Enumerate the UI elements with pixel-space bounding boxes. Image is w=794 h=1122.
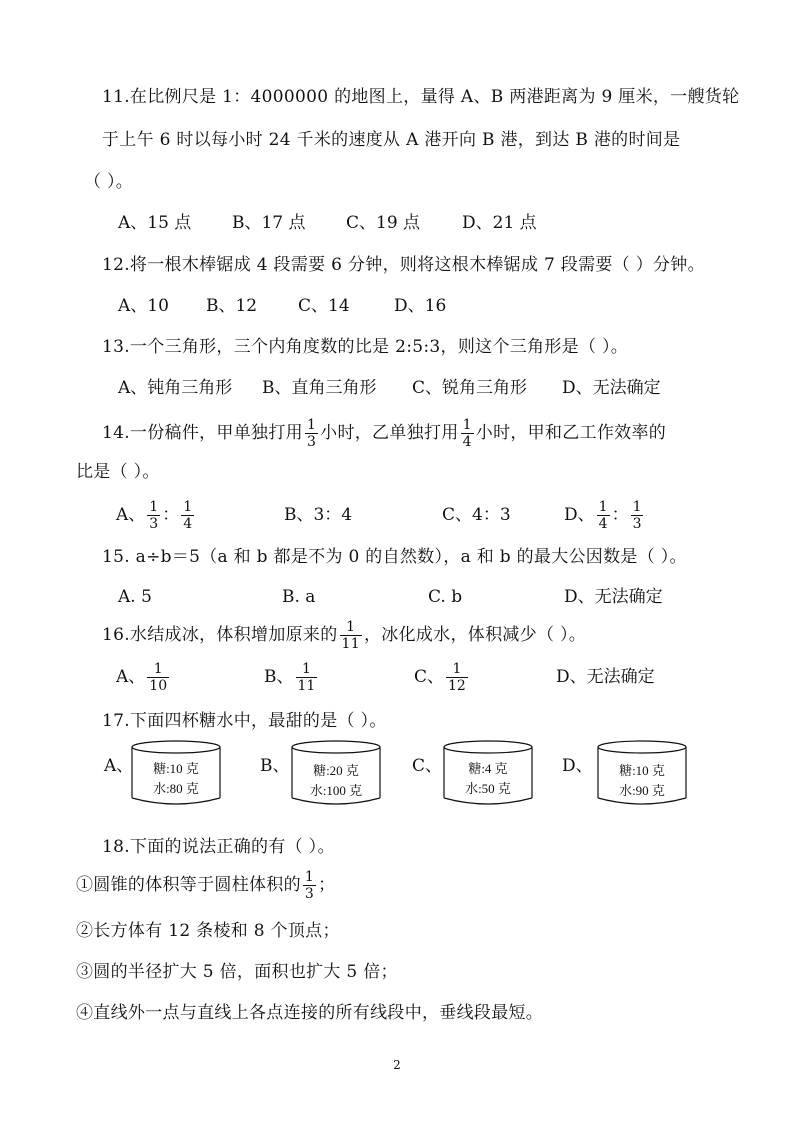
q13-option-c: C、锐角三角形 bbox=[412, 378, 528, 398]
q14-text-part1: 14.一份稿件，甲单独打用 bbox=[102, 423, 303, 443]
q11-option-d: D、21 点 bbox=[462, 213, 537, 233]
q18-statement-1 bbox=[76, 868, 335, 902]
q12-option-a: A、10 bbox=[118, 296, 169, 316]
q14-option-d-sep: ： bbox=[611, 505, 629, 525]
q18-statement-4: ④直线外一点与直线上各点连接的所有线段中，垂线段最短。 bbox=[76, 1003, 544, 1023]
q17-cup-d-water: 水:90 克 bbox=[619, 783, 665, 798]
q12-option-c: C、14 bbox=[298, 296, 350, 316]
q11-line3: （ ）。 bbox=[84, 172, 134, 192]
q16-option-c-fraction bbox=[446, 661, 468, 694]
q14-option-d-prefix: D、 bbox=[564, 505, 595, 525]
q17-cup-c-letter: C、 bbox=[412, 756, 443, 776]
q16-option-b bbox=[264, 660, 319, 694]
q18-statement-1-text: ①圆锥的体积等于圆柱体积的 bbox=[76, 875, 301, 895]
q16-option-a-num: 1 bbox=[147, 661, 169, 678]
q14-option-d-d1: 4 bbox=[598, 516, 608, 532]
q18-statement-1-fraction bbox=[303, 869, 316, 902]
q16-option-c-num: 1 bbox=[446, 661, 468, 678]
q16-fraction-num: 1 bbox=[340, 619, 362, 636]
q17-cup-b bbox=[290, 740, 382, 806]
q17-cup-c-sugar: 糖:4 克 bbox=[468, 761, 508, 776]
q17-cup-a bbox=[130, 740, 222, 806]
q14-option-b: B、3：4 bbox=[284, 505, 353, 525]
q14-line2: 比是（ ）。 bbox=[76, 462, 160, 482]
q14-option-a bbox=[116, 498, 196, 532]
q17-cup-d bbox=[596, 740, 688, 806]
q15-option-d: D、无法确定 bbox=[564, 587, 663, 607]
q16-option-a bbox=[116, 660, 171, 694]
q12-option-b: B、12 bbox=[206, 296, 258, 316]
q18-statement-2: ②长方体有 12 条棱和 8 个顶点； bbox=[76, 921, 340, 941]
q14-option-a-d2: 4 bbox=[183, 516, 193, 532]
q14-text-part3: 小时，甲和乙工作效率的 bbox=[475, 423, 667, 443]
q11-line1: 11.在比例尺是 1：4000000 的地图上，量得 A、B 两港距离为 9 厘米，一艘货轮 bbox=[102, 87, 740, 107]
q13-text: 13.一个三角形，三个内角度数的比是 2:5:3，则这个三角形是（ ）。 bbox=[102, 337, 629, 357]
q14-option-d-d2: 3 bbox=[632, 516, 642, 532]
q14-option-d-n2: 1 bbox=[632, 499, 642, 515]
q14-option-d bbox=[564, 498, 645, 532]
q17-cup-d-sugar: 糖:10 克 bbox=[619, 763, 665, 778]
q16-option-c-den: 12 bbox=[448, 678, 466, 694]
q18-statement-1-num: 1 bbox=[304, 869, 315, 885]
q16-option-b-num: 1 bbox=[296, 661, 318, 678]
q16-fraction bbox=[340, 619, 362, 652]
q17-cup-b-sugar: 糖:20 克 bbox=[313, 763, 359, 778]
q12-option-d: D、16 bbox=[394, 296, 447, 316]
q14-line1 bbox=[102, 416, 666, 450]
q14-option-a-prefix: A、 bbox=[116, 505, 146, 525]
q14-fraction-1-num: 1 bbox=[306, 417, 317, 433]
q17-cup-c-water: 水:50 克 bbox=[465, 781, 511, 796]
q17-cup-a-letter: A、 bbox=[104, 756, 134, 776]
q16-option-b-fraction bbox=[296, 661, 318, 694]
q16-option-b-prefix: B、 bbox=[264, 667, 294, 687]
q16-option-a-fraction bbox=[147, 661, 169, 694]
q14-fraction-2-den: 4 bbox=[462, 434, 472, 450]
q16-line1 bbox=[102, 618, 586, 652]
q18-text: 18.下面的说法正确的有（ ）。 bbox=[102, 837, 335, 857]
q16-option-a-den: 10 bbox=[149, 678, 168, 694]
q11-option-c: C、19 点 bbox=[346, 213, 421, 233]
q15-text: 15. a÷b＝5（a 和 b 都是不为 0 的自然数），a 和 b 的最大公因数是（ ）。 bbox=[102, 547, 687, 567]
q16-option-d: D、无法确定 bbox=[556, 667, 655, 687]
q15-option-c: C. b bbox=[428, 587, 463, 607]
q18-statement-3: ③圆的半径扩大 5 倍，面积也扩大 5 倍； bbox=[76, 962, 398, 982]
q14-fraction-1 bbox=[305, 417, 318, 450]
q13-option-d: D、无法确定 bbox=[562, 378, 661, 398]
q16-option-c bbox=[414, 660, 470, 694]
q18-statement-1-den: 3 bbox=[304, 886, 315, 902]
q15-option-a: A. 5 bbox=[118, 587, 152, 607]
q14-fraction-2 bbox=[461, 417, 474, 450]
q14-option-d-n1: 1 bbox=[598, 499, 608, 515]
q13-option-b: B、直角三角形 bbox=[262, 378, 377, 398]
q12-text: 12.将一根木棒锯成 4 段需要 6 分钟，则将这根木棒锯成 7 段需要（ ）分钟。 bbox=[102, 255, 705, 275]
q14-option-d-fraction-2 bbox=[631, 499, 644, 532]
q17-text: 17.下面四杯糖水中，最甜的是（ ）。 bbox=[102, 711, 387, 731]
q18-statement-1-end: ； bbox=[318, 875, 336, 895]
q16-fraction-den: 11 bbox=[341, 636, 360, 652]
q16-option-c-prefix: C、 bbox=[414, 667, 445, 687]
q13-option-a: A、钝角三角形 bbox=[118, 378, 233, 398]
q14-fraction-2-num: 1 bbox=[462, 417, 472, 433]
q14-option-a-sep: ： bbox=[162, 505, 180, 525]
q16-option-b-den: 11 bbox=[297, 678, 316, 694]
q14-fraction-1-den: 3 bbox=[306, 434, 317, 450]
q11-line2: 于上午 6 时以每小时 24 千米的速度从 A 港开向 B 港，到达 B 港的时间是 bbox=[102, 130, 681, 150]
q16-option-a-prefix: A、 bbox=[116, 667, 146, 687]
q16-text-part1: 16.水结成冰，体积增加原来的 bbox=[102, 625, 338, 645]
q15-option-b: B. a bbox=[282, 587, 316, 607]
q17-cup-d-letter: D、 bbox=[562, 756, 593, 776]
q14-option-a-fraction-1 bbox=[147, 499, 160, 532]
q14-option-c: C、4：3 bbox=[442, 505, 511, 525]
q17-cup-a-water: 水:80 克 bbox=[153, 781, 199, 796]
q14-option-d-fraction-1 bbox=[597, 499, 610, 532]
q16-text-part2: ，冰化成水，体积减少（ ）。 bbox=[363, 625, 587, 645]
q14-option-a-n2: 1 bbox=[183, 499, 193, 515]
q17-cup-b-water: 水:100 克 bbox=[309, 783, 363, 798]
q14-option-a-d1: 3 bbox=[149, 516, 159, 532]
q17-cup-c bbox=[442, 740, 534, 806]
q11-option-a: A、15 点 bbox=[118, 213, 192, 233]
q17-cup-b-letter: B、 bbox=[260, 756, 290, 776]
q17-cup-a-sugar: 糖:10 克 bbox=[153, 761, 199, 776]
page-number: 2 bbox=[393, 1058, 401, 1072]
q14-text-part2: 小时，乙单独打用 bbox=[320, 423, 459, 443]
q11-option-b: B、17 点 bbox=[232, 213, 306, 233]
q14-option-a-n1: 1 bbox=[149, 499, 159, 515]
q14-option-a-fraction-2 bbox=[181, 499, 194, 532]
